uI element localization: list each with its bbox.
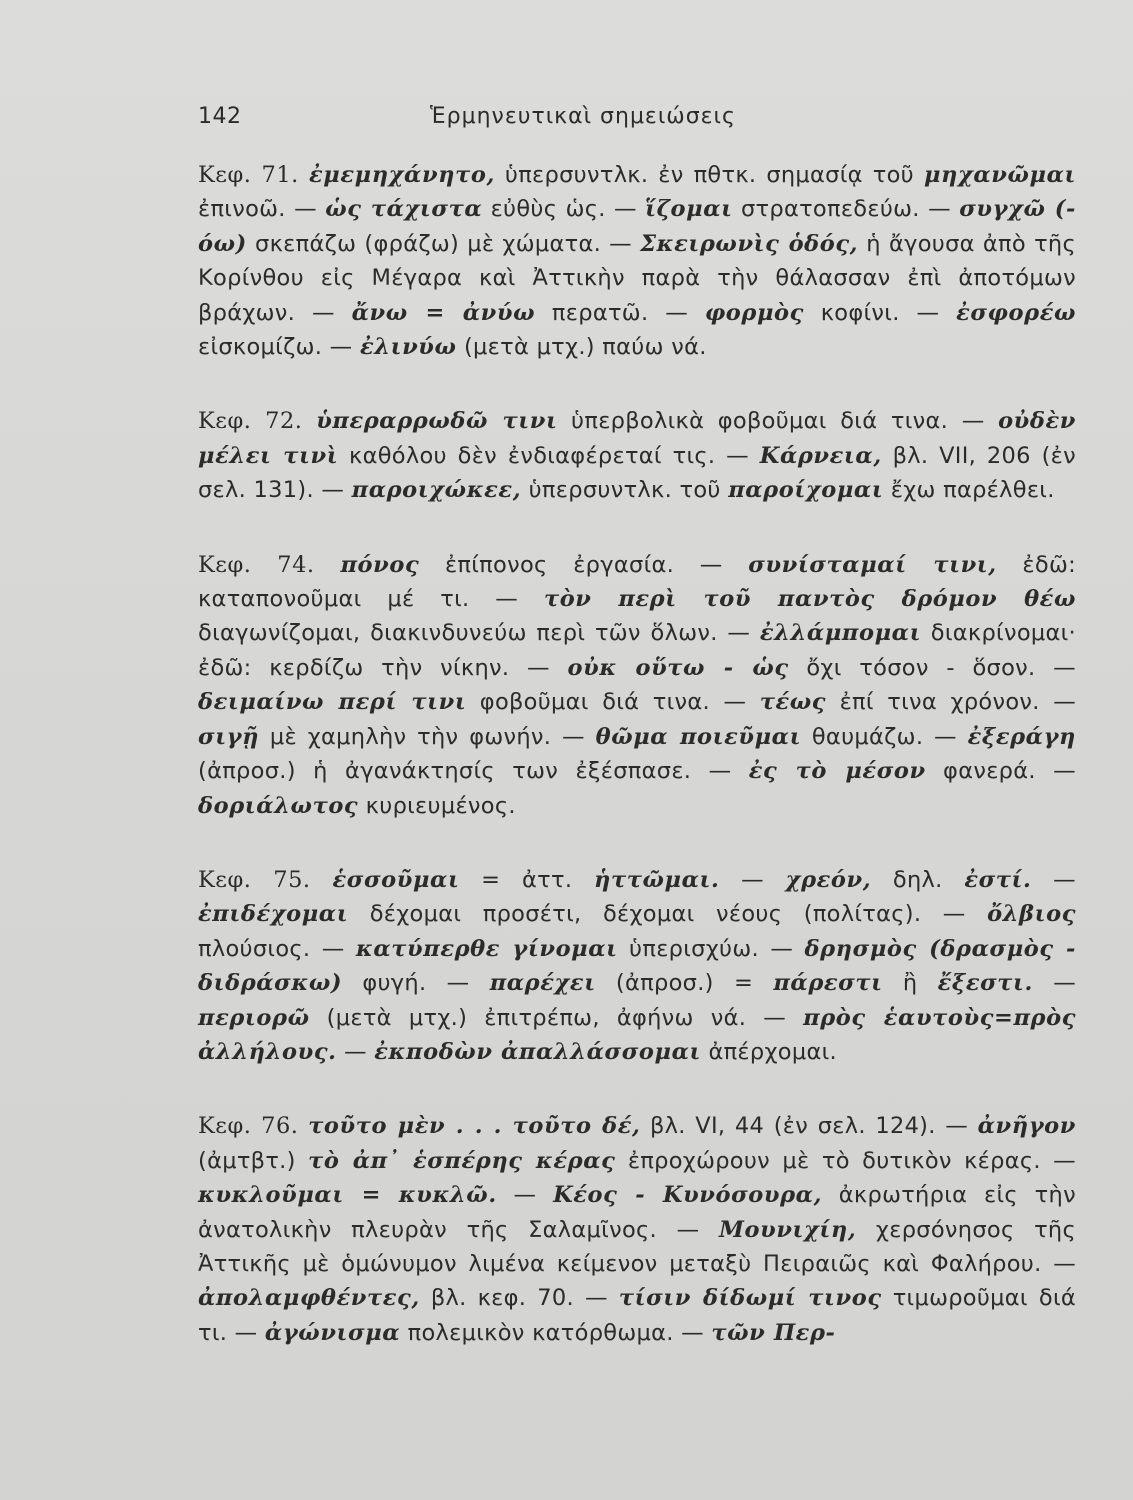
commentary-body: [198, 158, 1076, 1390]
gloss-text: (ἀπροσ.) ἡ ἀγανάκτησίς των ἐξέσπασε. —: [198, 758, 749, 785]
gloss-text: (μετὰ μτχ.) παύω νά.: [456, 334, 707, 361]
chapter-label: Κεφ. 75.: [198, 866, 333, 893]
greek-headword: ἡττῶμαι.: [594, 866, 720, 893]
greek-headword: Μουνιχίη,: [719, 1216, 857, 1243]
greek-headword: ἐξεράγη: [967, 723, 1076, 750]
gloss-text: ὑπερσυντλκ. ἐν πθτκ. σημασίᾳ τοῦ: [494, 162, 924, 188]
running-title: Ἑρμηνευτικαὶ σημειώσεις: [430, 104, 736, 129]
greek-headword: ἐσφορέω: [956, 299, 1076, 326]
chapter-label: Κεφ. 76.: [198, 1113, 309, 1140]
greek-headword: πόνος: [340, 551, 420, 578]
gloss-text: ἔχω παρέλθει.: [883, 477, 1055, 504]
gloss-text: βλ. VI, 44 (ἐν σελ. 124). —: [640, 1113, 978, 1140]
gloss-text: —: [1032, 970, 1076, 997]
greek-headword: δρησμὸς (δρασμὸς - διδράσκω): [198, 935, 1076, 997]
chapter-label: Κεφ. 72.: [198, 408, 317, 435]
greek-headword: ὡς τάχιστα: [325, 196, 483, 223]
gloss-text: ἐπροχώρουν μὲ τὸ δυτικὸν κέρας. —: [615, 1147, 1076, 1174]
gloss-text: σκεπάζω (φράζω) μὲ χώματα. —: [246, 230, 641, 257]
greek-headword: ἀνῆγον: [977, 1113, 1076, 1140]
greek-headword: τίσιν δίδωμί τινος: [618, 1285, 882, 1312]
gloss-text: θαυμάζω. —: [801, 723, 968, 750]
gloss-text: = ἀττ.: [459, 866, 595, 893]
gloss-text: διακρίνομαι· ἐδῶ: κερδίζω τὴν νίκην. —: [198, 620, 1077, 681]
gloss-text: τιμωροῦμαι διά τι. —: [198, 1285, 1077, 1346]
gloss-text: ὄχι τόσον - ὅσον. —: [788, 654, 1076, 681]
gloss-text: (μετὰ μτχ.) ἐπιτρέπω, ἀφήνω νά. —: [309, 1004, 804, 1031]
gloss-text: βλ. κεφ. 70. —: [419, 1285, 619, 1312]
gloss-text: χερσόνησος τῆς Ἀττικῆς μὲ ὁμώνυμον λιμένα κείμενον μεταξὺ Πειραιῶς καὶ Φαλήρου. —: [198, 1216, 1076, 1277]
greek-headword: ἔξεστι.: [937, 970, 1033, 997]
page-number: 142: [198, 104, 242, 129]
greek-headword: Κέος - Κυνόσουρα,: [553, 1182, 823, 1209]
gloss-text: κοφίνι. —: [803, 299, 957, 326]
gloss-text: ἐπινοῶ. —: [198, 196, 326, 223]
greek-headword: ἀπολαμφθέντες,: [198, 1285, 420, 1312]
gloss-text: φανερά. —: [925, 758, 1076, 785]
greek-headword: τέως: [759, 689, 827, 716]
greek-headword: πρὸς ἑαυτοὺς=πρὸς ἀλλήλους.: [198, 1004, 1076, 1065]
greek-headword: συνίσταμαί τινι,: [748, 551, 997, 578]
gloss-text: ἡ ἄγουσα ἀπὸ τῆς Κορίνθου εἰς Μέγαρα καὶ Ἀττικὴν παρὰ τὴν θάλασσαν ἐπὶ ἀποτόμων βράχων. —: [198, 230, 1076, 326]
gloss-text: κυριευμένος.: [358, 792, 516, 819]
chapter-note-paragraph: [198, 158, 1076, 364]
gloss-text: στρατοπεδεύω. —: [732, 196, 960, 223]
greek-headword: δοριάλωτος: [198, 792, 359, 819]
greek-headword: ἑσσοῦμαι: [332, 866, 460, 893]
chapter-note-paragraph: [198, 404, 1076, 507]
chapter-label: Κεφ. 74.: [198, 551, 341, 578]
greek-headword: οὐκ οὕτω - ὡς: [567, 654, 789, 681]
greek-headword: ὄλβιος: [987, 901, 1076, 928]
gloss-text: ὑπερισχύω. —: [617, 935, 805, 962]
chapter-label: Κεφ. 71.: [198, 162, 309, 188]
greek-headword: τῶν Περ-: [711, 1319, 836, 1346]
gloss-text: φοβοῦμαι διά τινα. —: [466, 689, 760, 716]
greek-headword: φορμὸς: [704, 299, 804, 326]
gloss-text: ἐπί τινα χρόνον. —: [826, 689, 1077, 716]
greek-headword: περιορῶ: [198, 1004, 310, 1031]
gloss-text: βλ. VII, 206 (ἐν σελ. 131). —: [198, 442, 1076, 504]
greek-headword: ἐς τὸ μέσον: [748, 758, 926, 785]
chapter-note-paragraph: [198, 863, 1076, 1069]
gloss-text: ἐπίπονος ἐργασία. —: [419, 551, 749, 578]
greek-headword: κυκλοῦμαι = κυκλῶ.: [198, 1182, 497, 1209]
greek-headword: ἐλινύω: [359, 334, 457, 361]
greek-headword: πάρεστι: [773, 970, 883, 997]
greek-headword: ἵζομαι: [645, 196, 733, 223]
greek-headword: οὐδὲν μέλει τινὶ: [198, 408, 1076, 469]
gloss-text: (ἀπροσ.) =: [595, 970, 774, 997]
gloss-text: ἢ: [882, 970, 938, 997]
greek-headword: χρεόν,: [785, 866, 872, 893]
greek-headword: Κάρνεια,: [759, 442, 882, 469]
greek-headword: σιγῇ: [198, 723, 260, 750]
page-header: [198, 104, 1078, 138]
greek-headword: θῶμα ποιεῦμαι: [595, 723, 802, 750]
gloss-text: ἀπέρχομαι.: [701, 1038, 837, 1065]
greek-headword: κατύπερθε γίνομαι: [355, 935, 618, 962]
gloss-text: ὑπερβολικὰ φοβοῦμαι διά τινα. —: [557, 408, 999, 435]
greek-headword: τὸ ἀπ᾽ ἑσπέρης κέρας: [308, 1147, 616, 1174]
gloss-text: καθόλου δὲν ἐνδιαφέρεταί τις. —: [338, 442, 760, 469]
greek-headword: δειμαίνω περί τινι: [198, 689, 467, 716]
greek-headword: παροιχώκεε,: [351, 477, 522, 504]
greek-headword: παροίχομαι: [728, 477, 884, 504]
greek-headword: παρέχει: [489, 970, 596, 997]
gloss-text: φυγή. —: [342, 970, 490, 997]
gloss-text: διαγωνίζομαι, διακινδυνεύω περὶ τῶν ὅλων. —: [198, 620, 760, 647]
greek-headword: μηχανῶμαι: [923, 162, 1076, 188]
gloss-text: δέχομαι προσέτι, δέχομαι νέους (πολίτας). —: [348, 901, 988, 928]
gloss-text: ἀκρωτήρια εἰς τὴν ἀνατολικὴν πλευρὰν τῆς Σαλαμῖνος. —: [198, 1182, 1076, 1243]
greek-headword: ἀγώνισμα: [264, 1319, 401, 1346]
greek-headword: Σκειρωνὶς ὁδός,: [640, 230, 859, 257]
gloss-text: —: [719, 866, 786, 893]
chapter-note-paragraph: [198, 1109, 1076, 1350]
greek-headword: ὑπεραρρωδῶ τινι: [316, 408, 558, 435]
gloss-text: εἰσκομίζω. —: [198, 334, 360, 361]
greek-headword: ἐπιδέχομαι: [198, 901, 349, 928]
greek-headword: συγχῶ (-όω): [198, 196, 1076, 257]
gloss-text: —: [1031, 866, 1076, 893]
gloss-text: μὲ χαμηλὴν τὴν φωνήν. —: [259, 723, 596, 750]
gloss-text: —: [336, 1038, 375, 1065]
gloss-text: εὐθὺς ὡς. —: [482, 196, 646, 223]
gloss-text: ὑπερσυντλκ. τοῦ: [521, 477, 729, 504]
greek-headword: ἐμεμηχάνητο,: [309, 162, 495, 188]
gloss-text: ἐδῶ: καταπονοῦμαι μέ τι. —: [198, 551, 1076, 613]
greek-headword: τὸν περὶ τοῦ παντὸς δρόμον θέω: [543, 586, 1076, 613]
gloss-text: δηλ.: [871, 866, 965, 893]
gloss-text: πολεμικὸν κατόρθωμα. —: [400, 1319, 712, 1346]
gloss-text: (ἀμτβτ.): [198, 1147, 309, 1174]
gloss-text: —: [496, 1182, 554, 1209]
greek-headword: ἐστί.: [964, 866, 1032, 893]
chapter-note-paragraph: [198, 548, 1076, 823]
greek-headword: τοῦτο μὲν . . . τοῦτο δέ,: [308, 1113, 641, 1140]
gloss-text: περατῶ. —: [535, 299, 705, 326]
greek-headword: ἄνω = ἀνύω: [351, 299, 536, 326]
greek-headword: ἐκποδὼν ἀπαλλάσσομαι: [374, 1038, 701, 1065]
greek-headword: ἐλλάμπομαι: [759, 620, 922, 647]
gloss-text: πλούσιος. —: [198, 935, 356, 962]
